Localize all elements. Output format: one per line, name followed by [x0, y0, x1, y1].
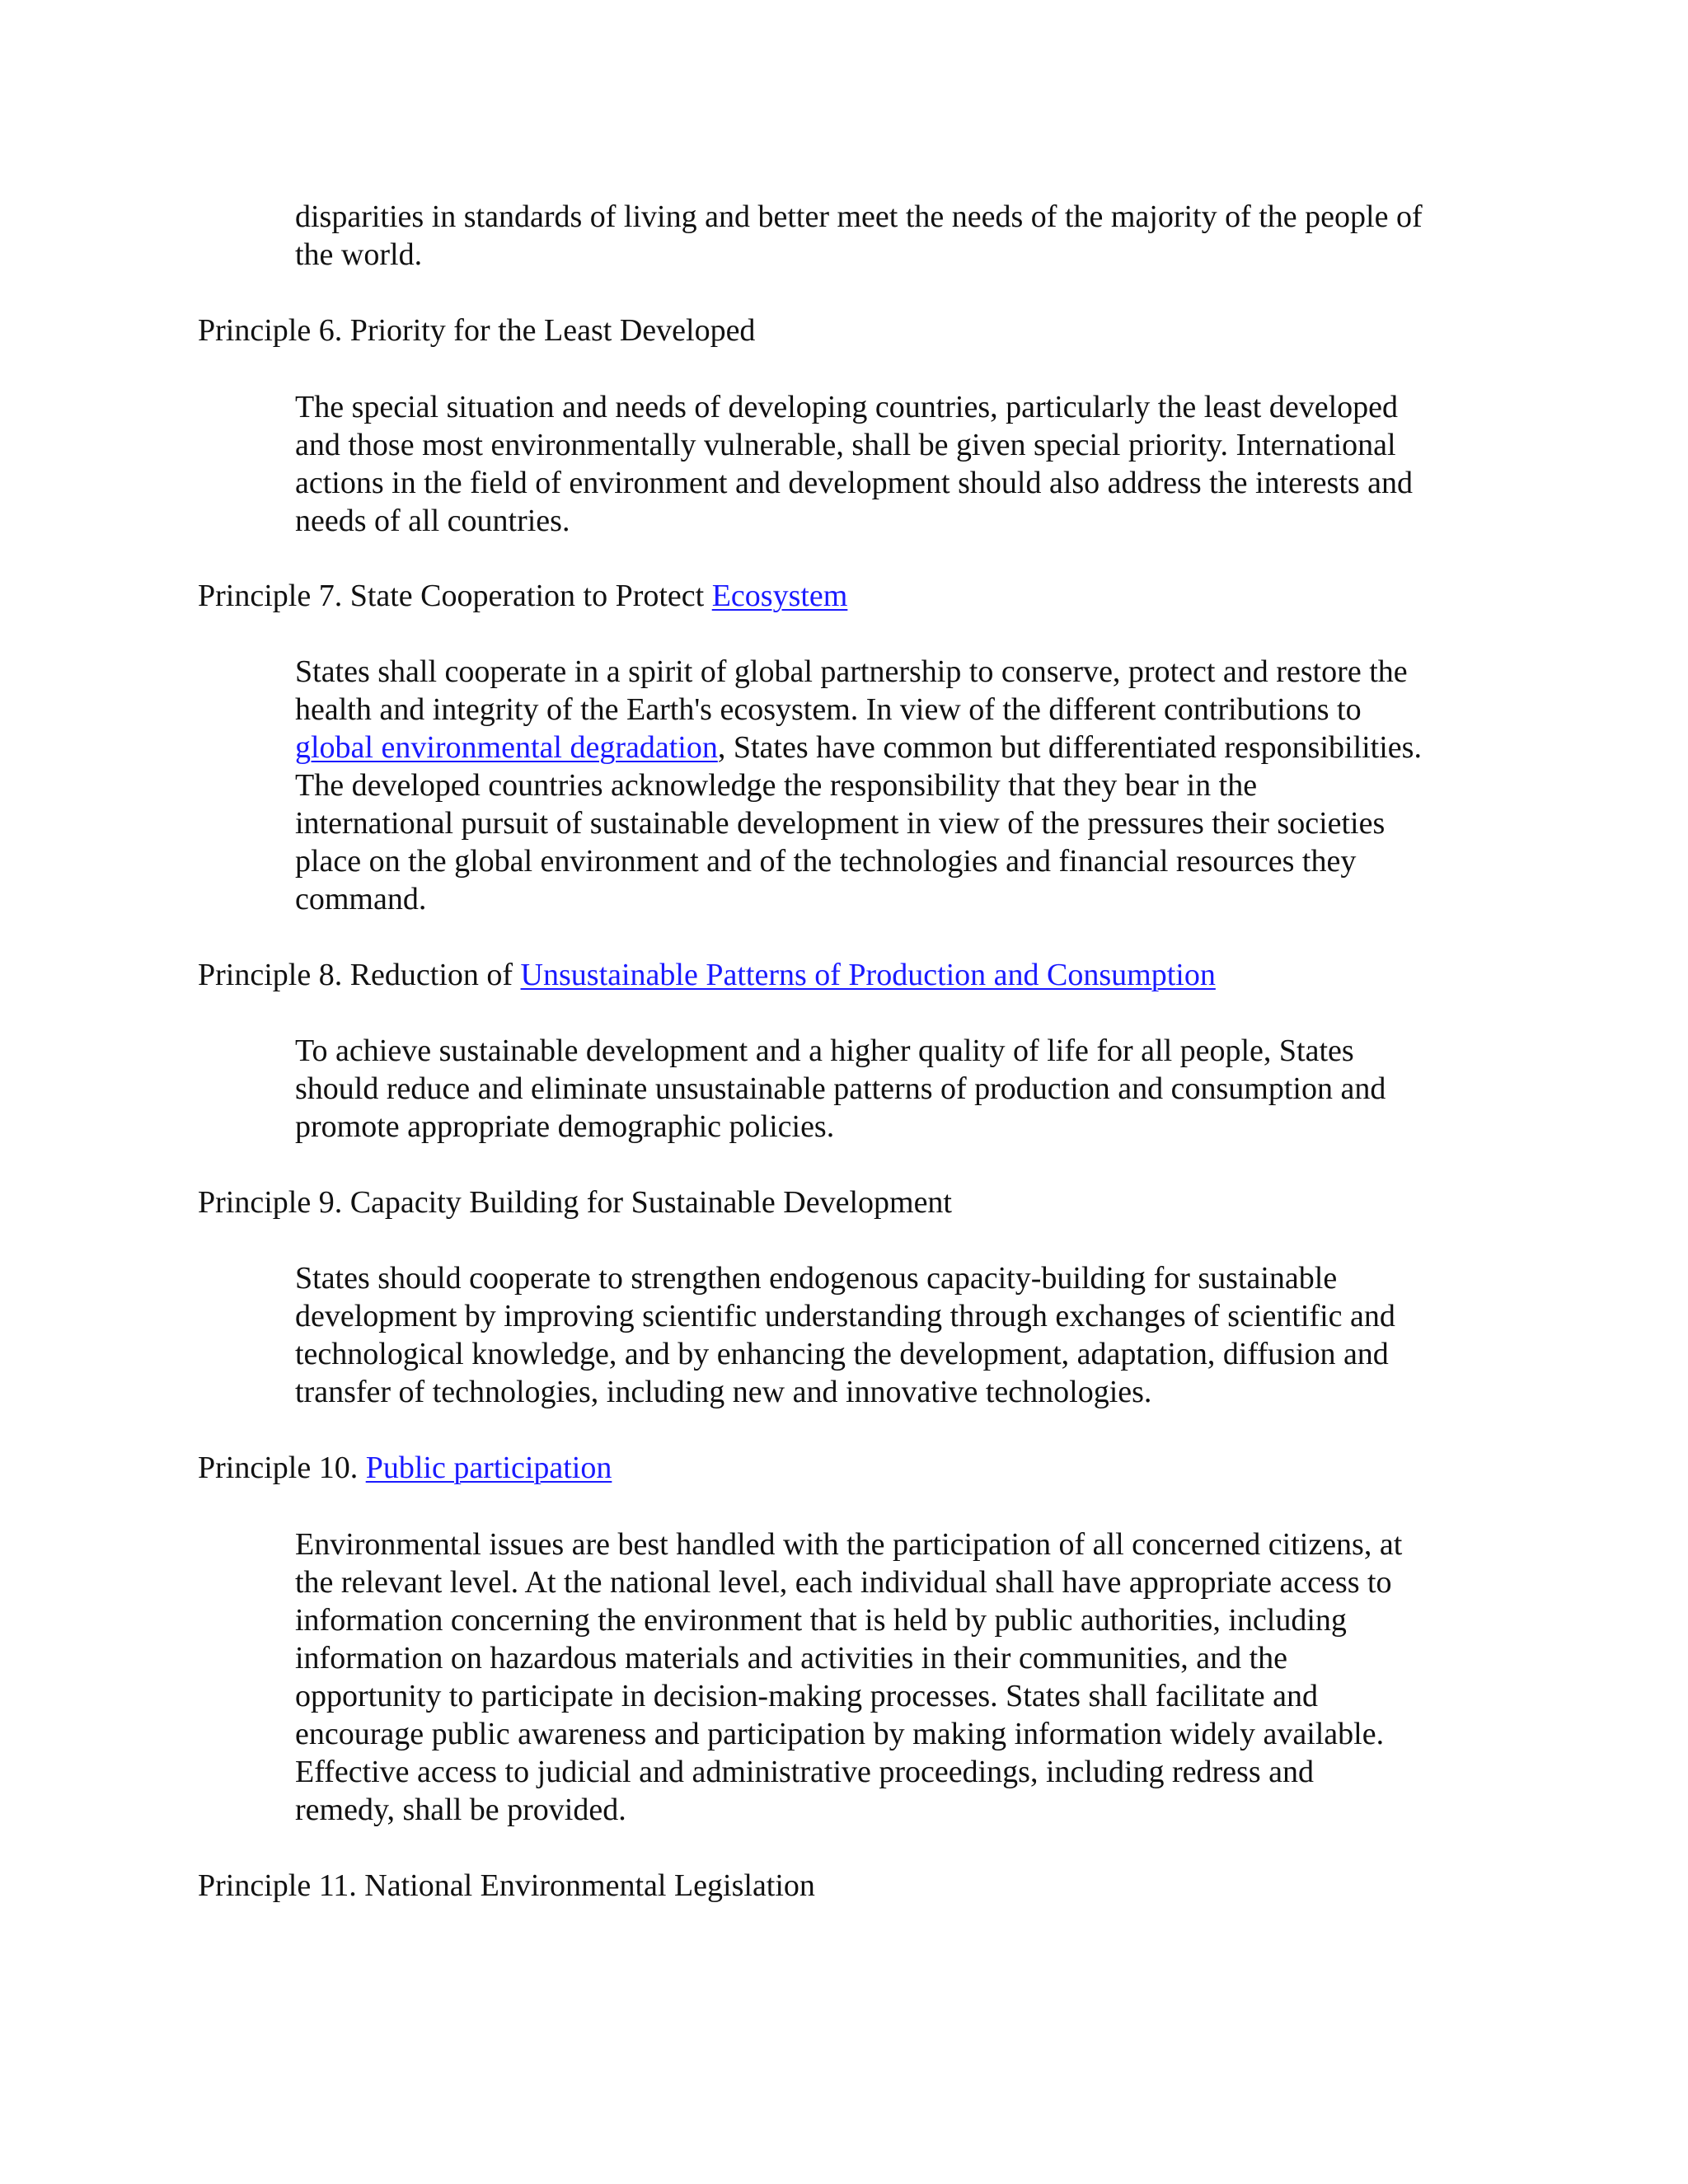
text-line: promote appropriate demographic policies.: [295, 1109, 835, 1144]
text-line: information concerning the environment that is held by public authorities, including: [295, 1603, 1347, 1638]
text-line: States should cooperate to strengthen endogenous capacity-building for sustainable: [295, 1261, 1338, 1296]
text-line: disparities in standards of living and better meet the needs of the majority of the people of: [295, 199, 1423, 234]
heading-principle-8: [198, 956, 1216, 994]
paragraph-principle-10: [295, 1526, 1498, 1829]
text-line: the world.: [295, 237, 423, 272]
text-line: technological knowledge, and by enhancing the development, adaptation, diffusion and: [295, 1337, 1389, 1371]
text-line: place on the global environment and of the technologies and financial resources they: [295, 844, 1357, 879]
text-line: The special situation and needs of developing countries, particularly the least developed: [295, 390, 1398, 424]
ecosystem-link[interactable]: Ecosystem: [711, 579, 848, 613]
heading-text: Principle 9. Capacity Building for Sustainable Development: [198, 1185, 952, 1220]
heading-principle-6: [198, 312, 755, 349]
text-line: and those most environmentally vulnerable, shall be given special priority. International: [295, 428, 1396, 462]
text-line: development by improving scientific understanding through exchanges of scientific and: [295, 1299, 1395, 1333]
paragraph-principle-9: [295, 1259, 1498, 1411]
text-line: actions in the field of environment and development should also address the interests and: [295, 466, 1414, 500]
heading-principle-7: [198, 577, 847, 615]
heading-principle-10: [198, 1449, 612, 1487]
text-line: command.: [295, 882, 427, 916]
text-line: health and integrity of the Earth's ecosystem. In view of the different contributions to: [295, 692, 1362, 727]
heading-text: Principle 10.: [198, 1451, 366, 1485]
text-line: The developed countries acknowledge the responsibility that they bear in the: [295, 768, 1258, 803]
text-line: States shall cooperate in a spirit of global partnership to conserve, protect and restore the: [295, 654, 1408, 689]
paragraph-principle-6: [295, 388, 1498, 540]
text-after-link: , States have common but differentiated responsibilities.: [717, 730, 1422, 765]
text-line: To achieve sustainable development and a higher quality of life for all people, States: [295, 1033, 1354, 1068]
text-line-with-link: [295, 729, 1498, 766]
paragraph-principle-8: [295, 1032, 1498, 1146]
heading-text: Principle 6. Priority for the Least Developed: [198, 313, 756, 348]
text-line: should reduce and eliminate unsustainable patterns of production and consumption and: [295, 1071, 1386, 1106]
public-participation-link[interactable]: Public participation: [365, 1451, 612, 1485]
text-line: international pursuit of sustainable development in view of the pressures their societies: [295, 806, 1386, 841]
paragraph-principle-5-continued: [295, 198, 1498, 274]
text-line: Effective access to judicial and administrative proceedings, including redress and: [295, 1755, 1314, 1789]
text-line: remedy, shall be provided.: [295, 1793, 626, 1827]
text-line: encourage public awareness and participation by making information widely available.: [295, 1717, 1385, 1751]
text-line: transfer of technologies, including new and innovative technologies.: [295, 1375, 1152, 1409]
heading-principle-11: [198, 1867, 815, 1905]
paragraph-principle-7: [295, 653, 1498, 918]
heading-text: Principle 11. National Environmental Legislation: [198, 1868, 815, 1903]
text-line: opportunity to participate in decision-making processes. States shall facilitate and: [295, 1679, 1318, 1713]
text-line: the relevant level. At the national level, each individual shall have appropriate access to: [295, 1565, 1392, 1600]
text-line: Environmental issues are best handled with the participation of all concerned citizens, at: [295, 1527, 1403, 1562]
heading-text: Principle 7. State Cooperation to Protect: [198, 579, 712, 613]
heading-text: Principle 8. Reduction of: [198, 958, 521, 992]
unsustainable-patterns-link[interactable]: Unsustainable Patterns of Production and Consumption: [520, 958, 1216, 992]
text-line: needs of all countries.: [295, 504, 570, 538]
global-environmental-degradation-link[interactable]: global environmental degradation: [295, 730, 718, 765]
text-line: information on hazardous materials and activities in their communities, and the: [295, 1641, 1288, 1675]
heading-principle-9: [198, 1183, 952, 1221]
